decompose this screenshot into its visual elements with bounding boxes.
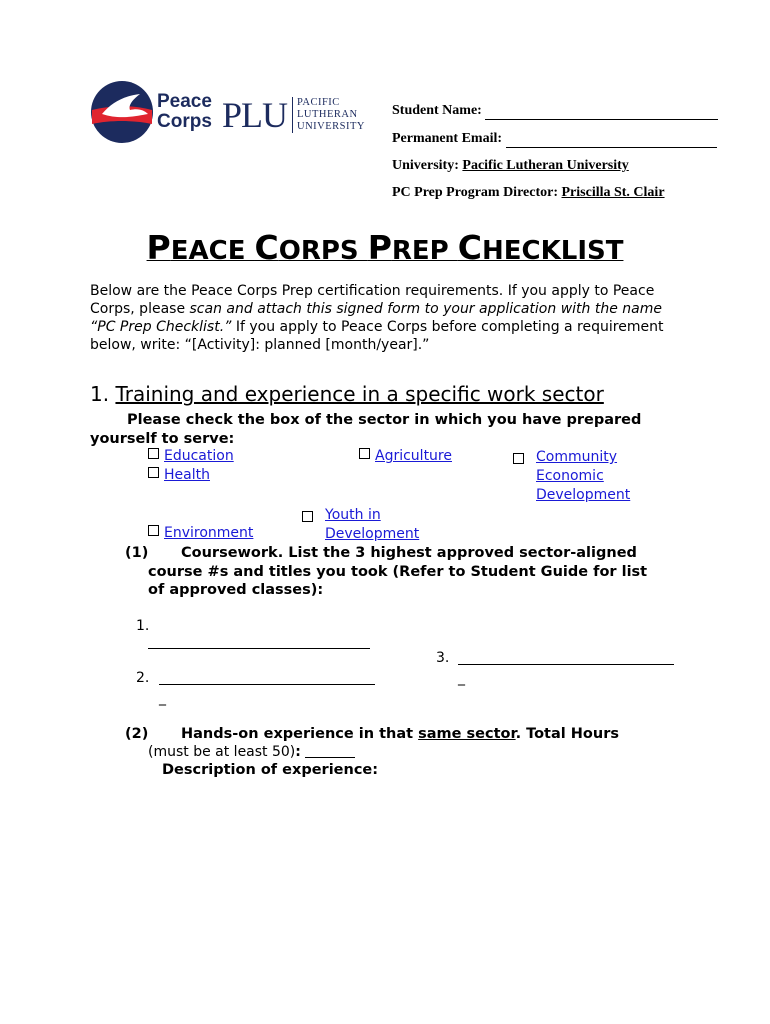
hands-on-total-hours: . Total Hours (515, 726, 619, 742)
description-label: Description of experience: (162, 762, 379, 778)
course-item-3-field[interactable] (458, 652, 674, 665)
director-label: PC Prep Program Director: (392, 185, 558, 200)
title-rest-1: EACE (170, 236, 255, 266)
health-checkbox[interactable] (148, 467, 159, 478)
youth-link-line2[interactable]: Development (325, 526, 420, 542)
education-link[interactable]: Education (164, 448, 234, 464)
plu-logo (222, 95, 374, 135)
sector-agriculture[interactable] (359, 448, 452, 464)
university-label: University: (392, 158, 459, 173)
student-name-label: Student Name: (392, 103, 482, 118)
peace-corps-dove-icon (90, 80, 154, 144)
sector-community[interactable] (513, 448, 630, 505)
page-title (0, 228, 770, 267)
course-item-3-number: 3. (436, 650, 450, 666)
hands-on-colon: : (295, 744, 301, 760)
community-link-line1[interactable]: Community (536, 449, 618, 465)
peace-corps-wordmark-line1: Peace (157, 91, 212, 112)
plu-divider (292, 97, 293, 133)
coursework-line3: of approved classes): (148, 582, 324, 598)
director-value: Priscilla St. Clair (561, 185, 665, 200)
peace-corps-logo (90, 80, 215, 144)
youth-checkbox[interactable] (302, 511, 313, 522)
plu-line2: LUTHERAN (297, 109, 358, 120)
intro-paragraph (90, 282, 690, 354)
university-row (392, 158, 629, 174)
peace-corps-wordmark-line2: Corps (157, 111, 212, 132)
hands-on-label-text: Hands-on experience in that (181, 726, 419, 742)
total-hours-field[interactable] (305, 744, 355, 758)
sector-environment[interactable] (148, 525, 253, 541)
hands-on-same-sector: same sector (418, 726, 516, 742)
course-item-2-number: 2. (136, 670, 150, 686)
title-cap-4: C (457, 228, 482, 267)
hands-on-hours-row (148, 744, 355, 760)
course-item-3-trailing: _ (458, 670, 465, 686)
hands-on-minimum-note: (must be at least 50) (148, 744, 296, 760)
plu-line1: PACIFIC (297, 97, 340, 108)
plu-mark: PLU (222, 95, 288, 135)
permanent-email-field[interactable] (506, 131, 717, 148)
intro-text-2: If you apply to Peace Corps before completing a requirement below, write: “[Activity]: planned [month/year].” (90, 319, 664, 353)
agriculture-link[interactable]: Agriculture (375, 448, 452, 464)
agriculture-checkbox[interactable] (359, 448, 370, 459)
student-name-row (392, 103, 718, 120)
title-cap-1: P (146, 228, 171, 267)
plu-line3: UNIVERSITY (297, 121, 365, 132)
student-name-field[interactable] (485, 103, 718, 120)
sector-instruction-line2: yourself to serve: (90, 431, 235, 447)
title-cap-2: C (254, 228, 279, 267)
sector-education[interactable] (148, 448, 234, 464)
education-checkbox[interactable] (148, 448, 159, 459)
course-item-2-field[interactable] (159, 672, 375, 685)
community-checkbox[interactable] (513, 453, 524, 464)
coursework-number: (1) (125, 545, 149, 561)
permanent-email-row (392, 131, 717, 148)
title-cap-3: P (367, 228, 392, 267)
director-row (392, 185, 665, 201)
section-1-title: Training and experience in a specific work sector (115, 382, 604, 406)
coursework-line2: course #s and titles you took (Refer to Student Guide for list (148, 564, 648, 580)
intro-italic: scan and attach this signed form to your application with the name “PC Prep Checklist.” (90, 301, 662, 335)
sector-youth[interactable] (302, 506, 419, 544)
youth-link-line1[interactable]: Youth in (325, 507, 381, 523)
title-rest-2: ORPS (278, 236, 368, 266)
environment-link[interactable]: Environment (164, 525, 254, 541)
community-link-line2[interactable]: Economic (536, 468, 604, 484)
hands-on-label (181, 726, 619, 742)
environment-checkbox[interactable] (148, 525, 159, 536)
course-item-1-number: 1. (136, 618, 150, 634)
course-item-1-field[interactable] (148, 634, 370, 649)
course-item-2-trailing: _ (159, 690, 166, 706)
sector-instruction-line1: Please check the box of the sector in which you have prepared (127, 412, 642, 428)
university-value: Pacific Lutheran University (462, 158, 629, 173)
coursework-line1: Coursework. List the 3 highest approved sector-aligned (181, 545, 637, 561)
title-rest-4: HECKLIST (482, 236, 624, 266)
permanent-email-label: Permanent Email: (392, 131, 503, 146)
health-link[interactable]: Health (164, 467, 210, 483)
section-1-heading (90, 382, 604, 406)
hands-on-number: (2) (125, 726, 149, 742)
intro-text-1: Below are the Peace Corps Prep certification requirements. If you apply to Peace Corps, please (90, 283, 655, 317)
title-rest-3: REP (391, 236, 458, 266)
sector-health[interactable] (148, 467, 210, 483)
section-1-number: 1. (90, 382, 110, 406)
community-link-line3[interactable]: Development (536, 487, 631, 503)
